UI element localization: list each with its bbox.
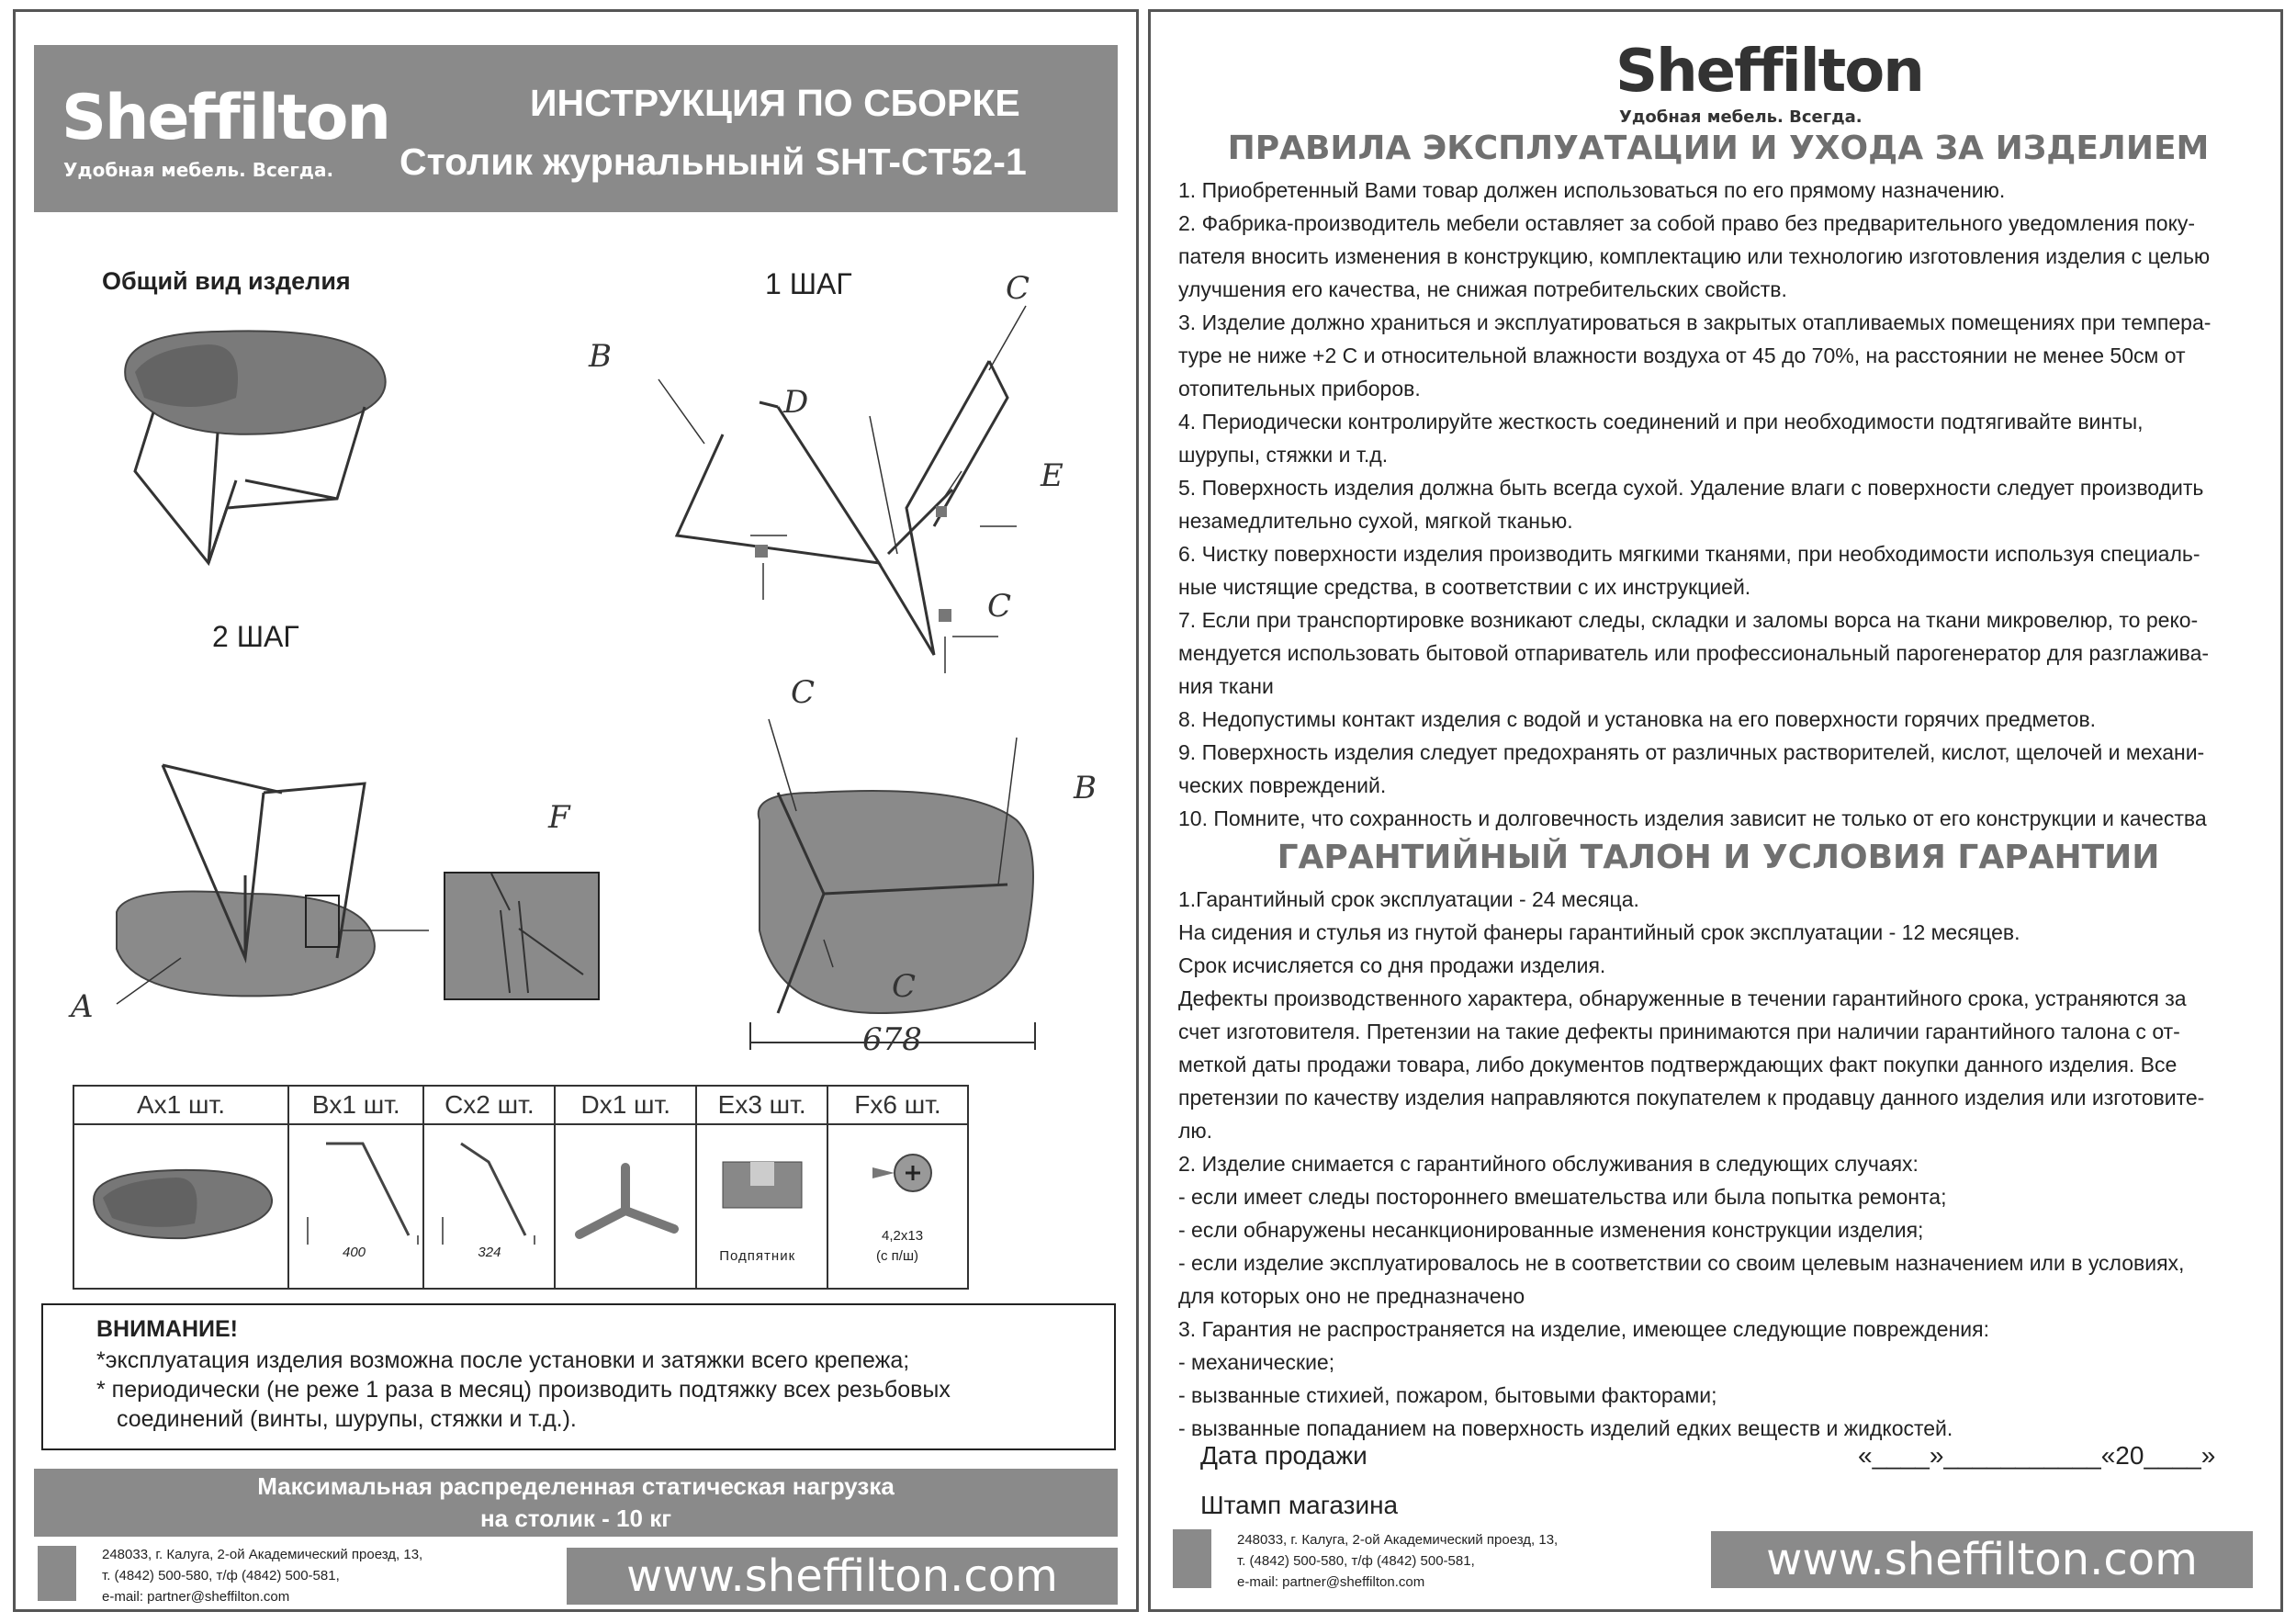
warranty-line: 1.Гарантийный срок эксплуатации - 24 месяца. (1178, 887, 1639, 911)
rule-line: шурупы, стяжки и т.д. (1178, 443, 1389, 467)
warranty-line: счет изготовителя. Претензии на такие дефекты принимаются при наличии гарантийного талона с от- (1178, 1020, 2180, 1043)
step2-part-f-label (545, 795, 581, 840)
rule-line: пателя вносить изменения в конструкцию, комплектацию или технологию изготовления изделия с целью (1178, 244, 2211, 268)
part-f-letter: F (548, 799, 570, 835)
footer-address-line-1: 248033, г. Калуга, 2-ой Академический проезд, 13, (102, 1547, 423, 1562)
rule-line: мендуется использовать бытовой отпариватель или профессиональный парогенератор для разглажива- (1178, 641, 2210, 665)
part-header-b: Bx1 шт. (288, 1086, 423, 1124)
part-e-letter: E (1041, 457, 1064, 493)
glide-caption: Подпятник (719, 1248, 796, 1264)
parts-table (73, 1085, 969, 1290)
glide-e-icon (697, 1125, 830, 1235)
brand-logo: Sheffilton (1615, 38, 1923, 106)
rule-line: незамедлительно сухой, мягкой тканью. (1178, 509, 1573, 533)
warning-box (41, 1303, 1116, 1450)
rule-line: 4. Периодически контролируйте жесткость соединений и при необходимости подтягивайте винты, (1178, 410, 2144, 434)
brand-tagline: Удобная мебель. Всегда. (63, 159, 334, 181)
top-view-part-c-label (787, 670, 824, 715)
warranty-line: - если обнаружены несанкционированные изменения конструкции изделия; (1178, 1218, 1924, 1242)
part-a-cell (73, 1124, 288, 1289)
rule-line: 8. Недопустимы контакт изделия с водой и установка на его поверхности горячих предметов. (1178, 707, 2097, 731)
rules-list (1178, 174, 2271, 835)
rule-line: ческих повреждений. (1178, 773, 1387, 797)
warranty-line: 2. Изделие снимается с гарантийного обслуживания в следующих случаях: (1178, 1152, 1919, 1176)
warning-line-2: * периодически (не реже 1 раза в месяц) производить подтяжку всех резьбовых (96, 1377, 951, 1403)
step1-part-e-label (1037, 453, 1074, 498)
rule-line: 7. Если при транспортировке возникают следы, складки и заломы ворса на ткани микровелюр, то реко- (1178, 608, 2199, 632)
footer-address-line-2: т. (4842) 500-580, т/ф (4842) 500-581, (1237, 1553, 1475, 1569)
warranty-list (1178, 883, 2271, 1445)
website-link[interactable]: www.sheffilton.com (1711, 1531, 2253, 1588)
product-name: Столик журнальнынй SHT-CT52-1 (400, 141, 1027, 183)
leg-b-dimension: 400 (343, 1245, 366, 1260)
store-stamp-label: Штамп магазина (1200, 1491, 1399, 1519)
rule-line: 9. Поверхность изделия следует предохранять от различных растворителей, кислот, щелочей и механи- (1178, 740, 2205, 764)
warranty-line: - вызванные попаданием на поверхность изделий едких веществ и жидкостей. (1178, 1416, 1953, 1440)
step1-part-b-label (585, 333, 622, 378)
part-e-cell (696, 1124, 827, 1289)
rule-line: улучшения его качества, не снижая потребительских свойств. (1178, 277, 1787, 301)
general-view-label: Общий вид изделия (102, 267, 351, 295)
warranty-line: 3. Гарантия не распространяется на изделие, имеющее следующие повреждения: (1178, 1317, 1989, 1341)
connector-d-icon (557, 1126, 694, 1282)
part-b-letter: B (1074, 770, 1097, 806)
footer-email: e-mail: partner@sheffilton.com (1237, 1574, 1425, 1590)
warranty-line: лю. (1178, 1119, 1213, 1143)
rule-line: 3. Изделие должно храниться и эксплуатироваться в закрытых отапливаемых помещениях при темпера- (1178, 310, 2212, 334)
warranty-line: - если имеет следы постороннего вмешательства или была попытка ремонта; (1178, 1185, 1947, 1209)
screw-caption-type: (с п/ш) (876, 1248, 918, 1264)
rule-line: 5. Поверхность изделия должна быть всегда сухой. Удаление влаги с поверхности следует производить (1178, 476, 2204, 500)
warranty-title: ГАРАНТИЙНЫЙ ТАЛОН И УСЛОВИЯ ГАРАНТИИ (1277, 839, 2160, 876)
rule-line: ния ткани (1178, 674, 1274, 698)
warranty-line: - вызванные стихией, пожаром, бытовыми факторами; (1178, 1383, 1717, 1407)
warranty-line: На сидения и стулья из гнутой фанеры гарантийный срок эксплуатации - 12 месяцев. (1178, 920, 2020, 944)
part-a-letter: A (71, 988, 94, 1024)
footer-email: e-mail: partner@sheffilton.com (102, 1589, 290, 1605)
max-load-line-2: на столик - 10 кг (479, 1505, 672, 1532)
step1-label: 1 ШАГ (765, 267, 852, 300)
part-header-c: Cx2 шт. (423, 1086, 555, 1124)
website-link[interactable]: www.sheffilton.com (567, 1548, 1118, 1605)
dimension-678: 678 (862, 1021, 922, 1057)
leg-b-icon (289, 1134, 427, 1245)
rule-line: ные чистящие средства, в соответствии с их инструкцией. (1178, 575, 1751, 599)
step1-part-d-label (780, 379, 816, 424)
part-c-letter: C (791, 674, 816, 710)
brand-logo: Sheffilton (62, 82, 389, 154)
part-c-letter: C (1006, 270, 1030, 306)
step1-part-c-bottom-label (984, 583, 1020, 628)
step2-drawing (62, 738, 429, 1041)
sale-date-field[interactable]: «____»___________«20____» (1858, 1441, 2216, 1470)
footer-square (1173, 1529, 1211, 1588)
page-title: ИНСТРУКЦИЯ ПО СБОРКЕ (530, 82, 1020, 124)
rule-line: отопительных приборов. (1178, 377, 1421, 400)
footer-address-line-2: т. (4842) 500-580, т/ф (4842) 500-581, (102, 1568, 340, 1584)
part-d-cell (555, 1124, 696, 1289)
dimension-width (859, 1017, 941, 1062)
warranty-line: Дефекты производственного характера, обнаруженные в течении гарантийного срока, устраняются за (1178, 986, 2187, 1010)
header-banner (34, 45, 1118, 212)
part-b-cell (288, 1124, 423, 1289)
top-view-part-c2-label (888, 964, 925, 1009)
part-c-letter: C (987, 588, 1012, 624)
warranty-line: для которых оно не предназначено (1178, 1284, 1525, 1308)
footer-address (1237, 1529, 1558, 1593)
warning-title: ВНИМАНИЕ! (96, 1316, 238, 1342)
warranty-line: - если изделие эксплуатировалось не в соответствии со своим целевым назначением или в условиях, (1178, 1251, 2185, 1275)
screw-caption-size: 4,2х13 (882, 1228, 924, 1244)
top-view-part-b-label (1070, 765, 1107, 810)
screw-f-icon (828, 1125, 972, 1226)
part-d-letter: D (783, 384, 809, 420)
rules-title: ПРАВИЛА ЭКСПЛУАТАЦИИ И УХОДА ЗА ИЗДЕЛИЕМ (1227, 130, 2210, 167)
general-view-drawing (98, 324, 411, 591)
max-load-line-1: Максимальная распределенная статическая нагрузка (257, 1472, 895, 1500)
rule-line: туре не ниже +2 С и относительной влажности воздуха от 45 до 70%, на расстоянии не менее 50см от (1178, 344, 2186, 367)
part-header-f: Fx6 шт. (827, 1086, 968, 1124)
rule-line: 2. Фабрика-производитель мебели оставляет за собой право без предварительного уведомления поку- (1178, 211, 2196, 235)
part-header-e: Ex3 шт. (696, 1086, 827, 1124)
tabletop-icon (75, 1126, 287, 1282)
rule-line: 10. Помните, что сохранность и долговечность изделия зависит не только от его конструкции и качества (1178, 806, 2207, 830)
sale-date-label: Дата продажи (1200, 1441, 1367, 1470)
step2-label: 2 ШАГ (212, 620, 299, 653)
detail-inset (444, 872, 600, 1000)
care-and-warranty-page (1148, 9, 2283, 1612)
warranty-line: - механические; (1178, 1350, 1335, 1374)
footer-address (102, 1544, 422, 1607)
part-b-letter: B (589, 338, 612, 374)
rule-line: 1. Приобретенный Вами товар должен использоваться по его прямому назначению. (1178, 178, 2006, 202)
leg-c-icon (424, 1134, 557, 1245)
part-header-d: Dx1 шт. (555, 1086, 696, 1124)
part-c-letter: C (892, 968, 917, 1004)
rule-line: 6. Чистку поверхности изделия производить мягкими тканями, при необходимости используя специаль- (1178, 542, 2200, 566)
footer-square (38, 1546, 76, 1601)
warning-line-1: *эксплуатация изделия возможна после установки и затяжки всего крепежа; (96, 1347, 910, 1373)
part-header-a: Ax1 шт. (73, 1086, 288, 1124)
warranty-line: меткой даты продажи товара, либо документов подтверждающих факт покупки данного изделия. Все (1178, 1053, 2178, 1076)
brand-tagline: Удобная мебель. Всегда. (1619, 107, 1863, 127)
leg-c-dimension: 324 (478, 1245, 501, 1260)
footer-address-line-1: 248033, г. Калуга, 2-ой Академический проезд, 13, (1237, 1532, 1559, 1548)
warning-line-3: соединений (винты, шурупы, стяжки и т.д.). (117, 1406, 577, 1432)
step2-part-a-label (67, 984, 104, 1029)
warranty-line: претензии по качеству изделия направляются покупателем к продавцу данного изделия или изготовите- (1178, 1086, 2205, 1110)
part-c-cell (423, 1124, 555, 1289)
warranty-line: Срок исчисляется со дня продажи изделия. (1178, 953, 1606, 977)
part-f-cell (827, 1124, 968, 1289)
assembly-instructions-page (13, 9, 1139, 1612)
step1-part-c-top-label (1002, 265, 1039, 310)
max-load-banner (34, 1469, 1118, 1537)
